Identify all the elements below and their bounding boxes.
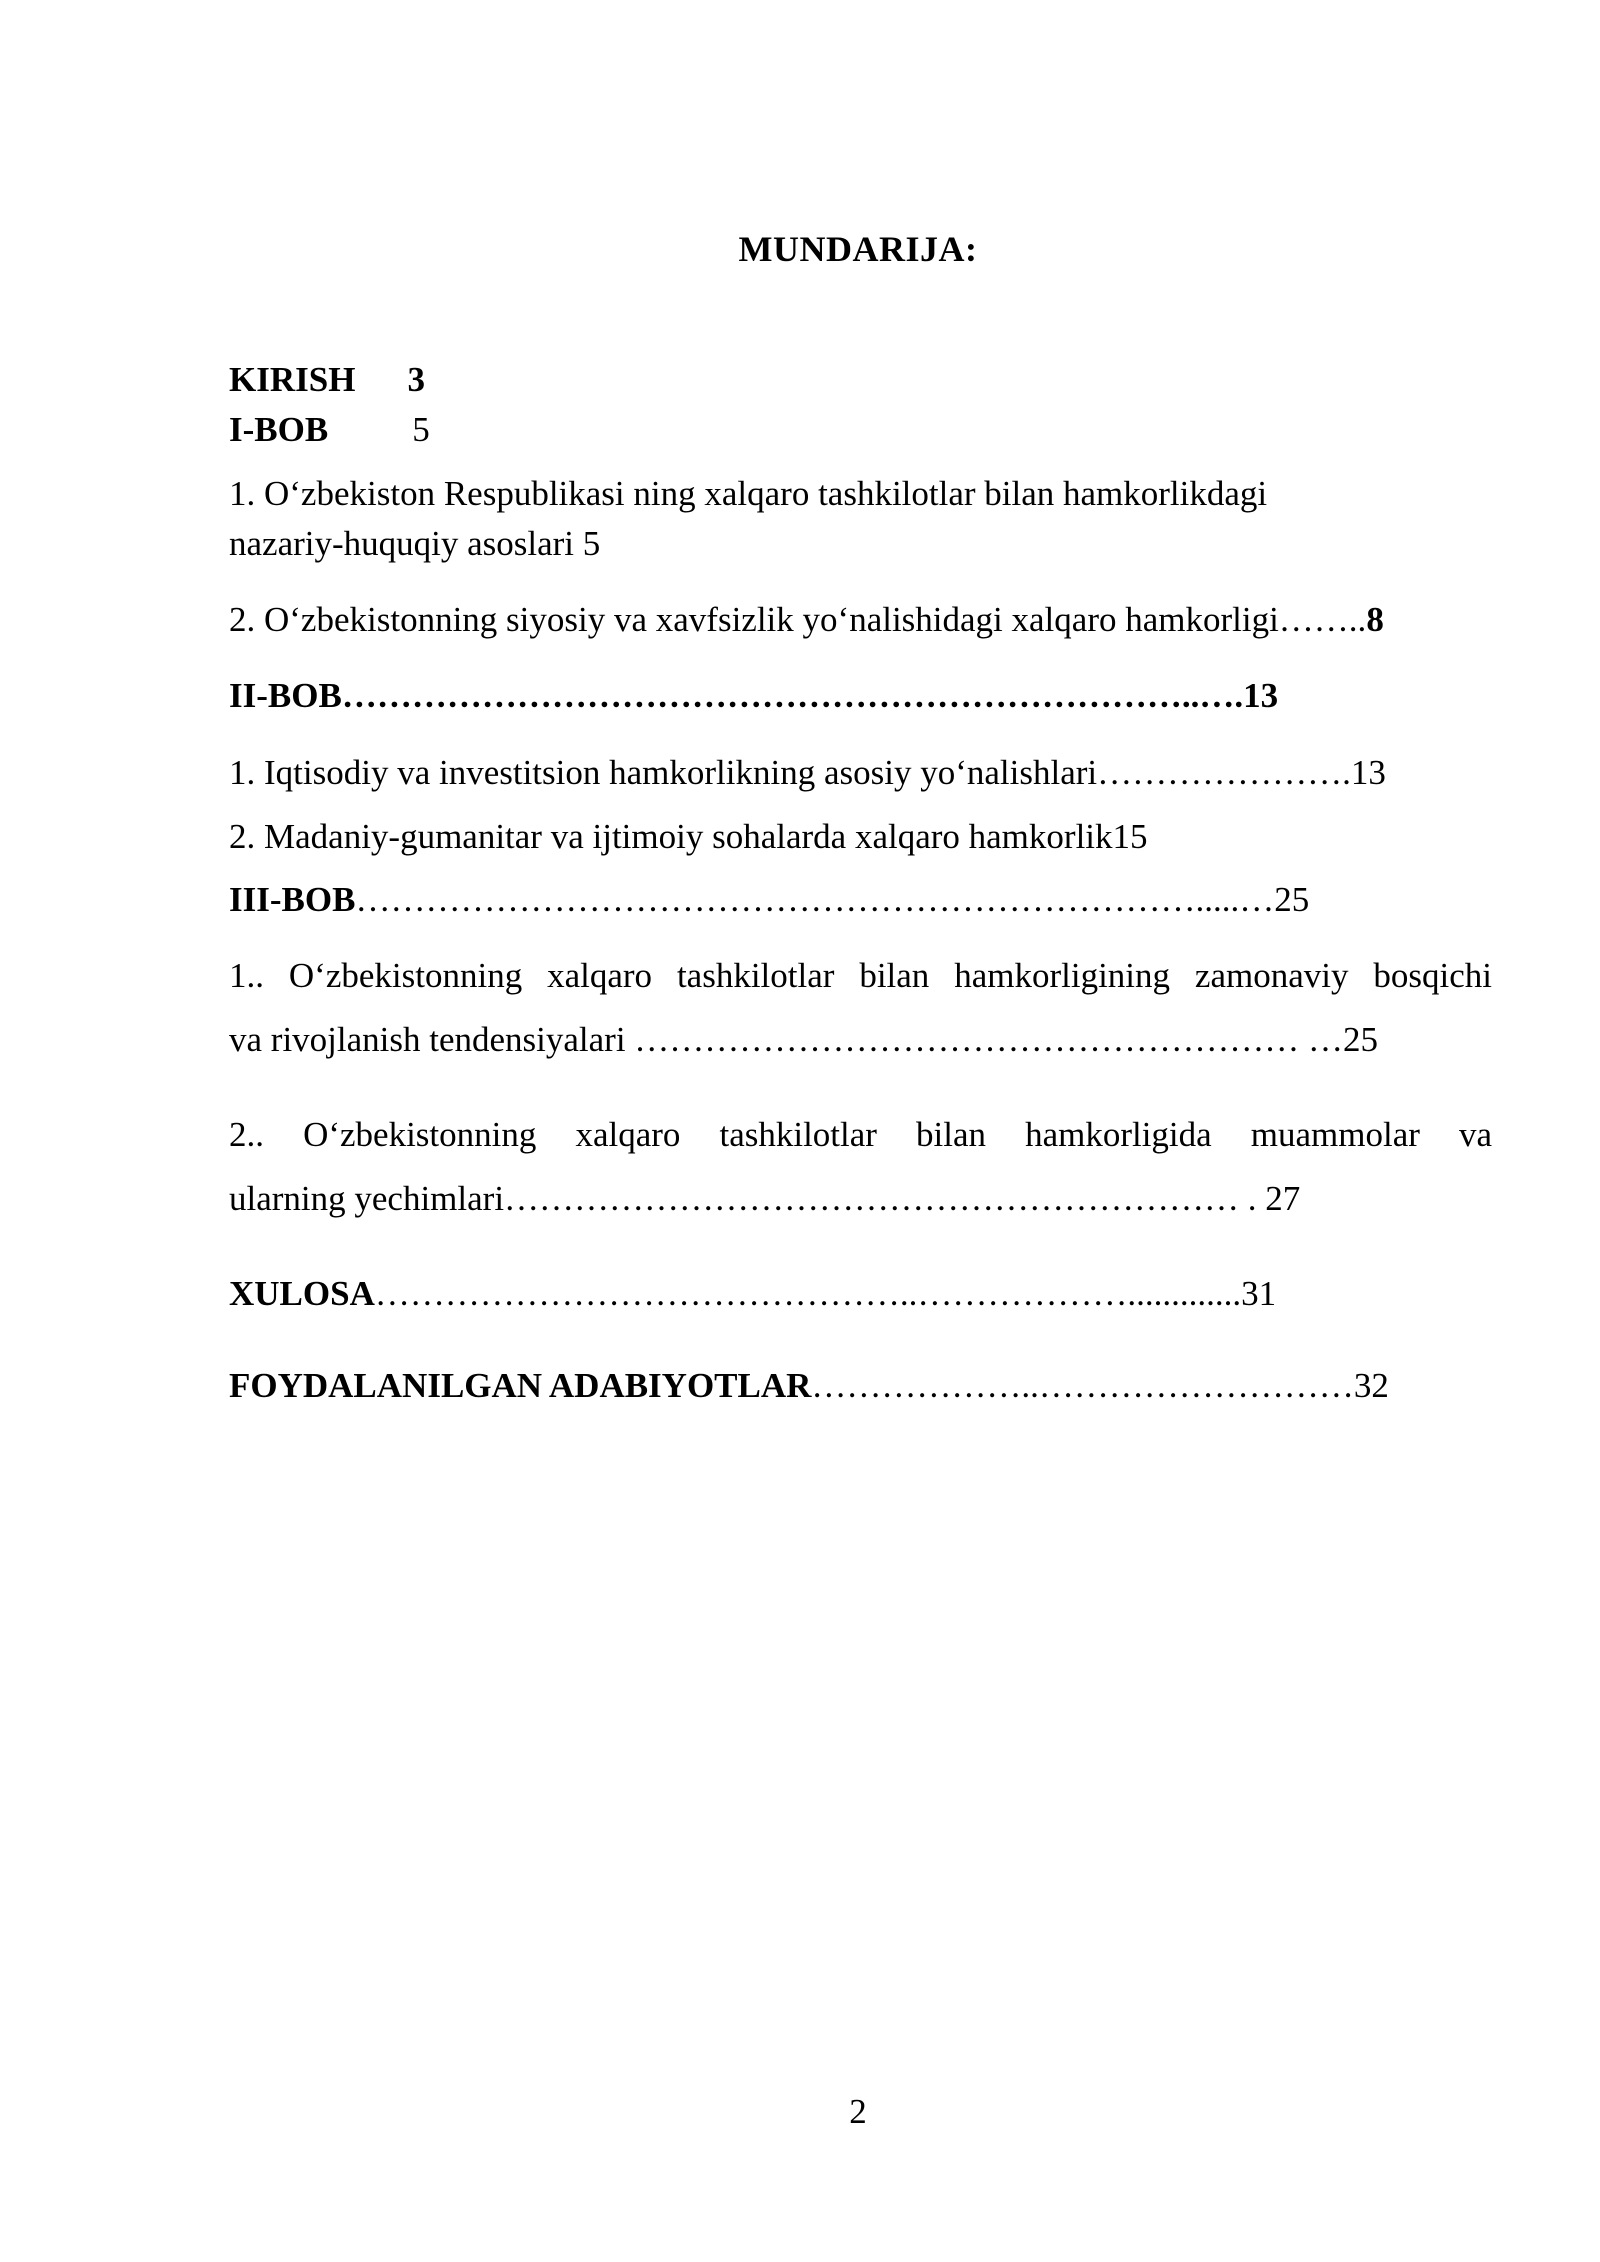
toc-entry-bob2-1: 1. Iqtisodiy va investitsion hamkorlikning asosiy yo‘nalishlari………………….13: [229, 753, 1386, 792]
toc-entry-bob3-2-line2: ularning yechimlari……………………………………………………… . 27: [229, 1179, 1301, 1218]
toc-leader: ………………..………………………32: [811, 1366, 1389, 1405]
toc-entry-bob1: [229, 410, 1492, 450]
toc-entry-xulosa: [229, 1274, 1492, 1314]
toc-entry-adabiyotlar: [229, 1366, 1492, 1406]
toc-leader: ……………………………………………………………….....…25: [355, 880, 1310, 919]
toc-label: III-BOB: [229, 880, 356, 919]
toc-label: II-BOB: [229, 676, 342, 715]
toc-leader: ………………………………………………………………..….: [341, 676, 1244, 715]
toc-entry-bob3: [229, 880, 1492, 920]
toc-page: 13: [1243, 676, 1279, 715]
toc-page: 5: [412, 410, 430, 449]
toc-entry-bob3-1-line2: va rivojlanish tendensiyalari ………………………………………………… …25: [229, 1020, 1379, 1059]
toc-entry-bob3-1-line1: 1.. O‘zbekistonning xalqaro tashkilotlar bilan hamkorligining zamonaviy bosqichi: [229, 956, 1492, 995]
toc-label: FOYDALANILGAN ADABIYOTLAR: [229, 1366, 812, 1405]
toc-text: 2. O‘zbekistonning siyosiy va xavfsizlik yo‘nalishidagi xalqaro hamkorligi……..: [229, 600, 1367, 639]
page-number: 2: [849, 2092, 867, 2131]
toc-label: XULOSA: [229, 1274, 375, 1313]
toc-entry-bob3-2-line1: 2.. O‘zbekistonning xalqaro tashkilotlar bilan hamkorligida muammolar va: [229, 1115, 1492, 1154]
toc-entry-bob1-1-line2: nazariy-huquqiy asoslari 5: [229, 524, 601, 563]
toc-entry-bob2: [229, 676, 1492, 716]
toc-label: KIRISH: [229, 360, 356, 399]
toc-leader: ………………………………………..……………….............31: [374, 1274, 1277, 1313]
toc-entry-bob1-1-line1: 1. O‘zbekiston Respublikasi ning xalqaro tashkilotlar bilan hamkorlikdagi: [229, 474, 1268, 513]
toc-label: I-BOB: [229, 410, 329, 449]
toc-entry-bob2-2: 2. Madaniy-gumanitar va ijtimoiy sohalarda xalqaro hamkorlik15: [229, 817, 1148, 856]
page-title: MUNDARIJA:: [738, 229, 978, 269]
toc-entry-bob1-2: [229, 600, 1492, 640]
toc-page: 8: [1366, 600, 1384, 639]
toc-entry-kirish: [229, 360, 1492, 400]
toc-page: 3: [407, 360, 425, 399]
